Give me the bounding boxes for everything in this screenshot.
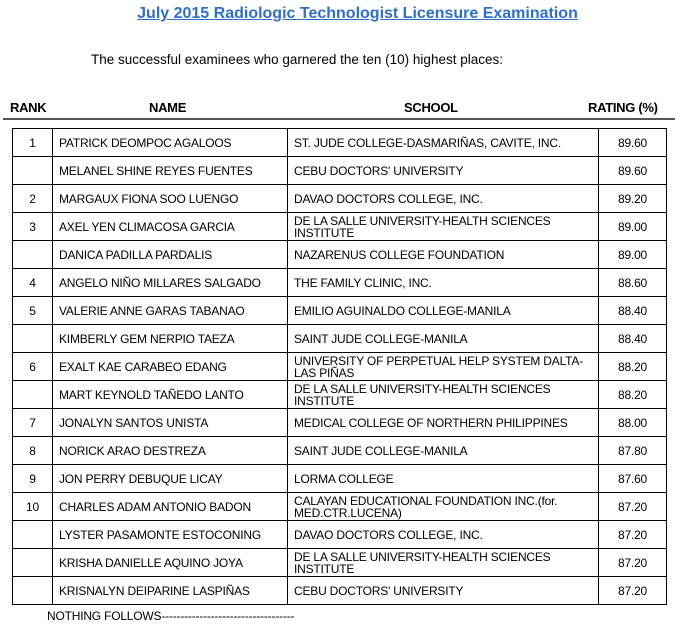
cell-rating: 87.20	[599, 493, 667, 521]
cell-name: LYSTER PASAMONTE ESTOCONING	[53, 521, 288, 549]
header-name: NAME	[149, 100, 187, 115]
cell-name: DANICA PADILLA PARDALIS	[53, 241, 288, 269]
cell-name: AXEL YEN CLIMACOSA GARCIA	[53, 213, 288, 241]
document-title: July 2015 Radiologic Technologist Licensure Examination	[137, 5, 578, 22]
cell-rank: 1	[13, 129, 53, 157]
cell-school: UNIVERSITY OF PERPETUAL HELP SYSTEM DALTA-LAS PIÑAS	[288, 353, 599, 381]
cell-rank: 9	[13, 465, 53, 493]
cell-school: DAVAO DOCTORS COLLEGE, INC.	[288, 185, 599, 213]
cell-rank	[13, 381, 53, 409]
cell-school: DE LA SALLE UNIVERSITY-HEALTH SCIENCES INSTITUTE	[288, 381, 599, 409]
cell-rating: 88.20	[599, 353, 667, 381]
document-subtitle: The successful examinees who garnered the ten (10) highest places:	[91, 52, 503, 67]
cell-rank: 10	[13, 493, 53, 521]
cell-rating: 89.00	[599, 213, 667, 241]
cell-rating: 88.40	[599, 297, 667, 325]
cell-rating: 87.20	[599, 549, 667, 577]
cell-rank	[13, 577, 53, 605]
cell-rank	[13, 325, 53, 353]
table-row	[13, 213, 667, 241]
header-divider	[3, 118, 675, 120]
table-row	[13, 185, 667, 213]
table-row	[13, 353, 667, 381]
cell-name: KIMBERLY GEM NERPIO TAEZA	[53, 325, 288, 353]
cell-rank	[13, 549, 53, 577]
cell-school: CALAYAN EDUCATIONAL FOUNDATION INC.(for. MED.CTR.LUCENA)	[288, 493, 599, 521]
cell-school: DE LA SALLE UNIVERSITY-HEALTH SCIENCES INSTITUTE	[288, 213, 599, 241]
table-row	[13, 381, 667, 409]
table-row	[13, 129, 667, 157]
cell-school: SAINT JUDE COLLEGE-MANILA	[288, 437, 599, 465]
cell-name: MART KEYNOLD TAÑEDO LANTO	[53, 381, 288, 409]
cell-school: SAINT JUDE COLLEGE-MANILA	[288, 325, 599, 353]
table-row	[13, 521, 667, 549]
cell-rating: 87.20	[599, 577, 667, 605]
table-row	[13, 409, 667, 437]
table-row	[13, 269, 667, 297]
cell-school: LORMA COLLEGE	[288, 465, 599, 493]
table-row	[13, 241, 667, 269]
cell-rating: 88.60	[599, 269, 667, 297]
cell-name: NORICK ARAO DESTREZA	[53, 437, 288, 465]
cell-name: MELANEL SHINE REYES FUENTES	[53, 157, 288, 185]
cell-school: EMILIO AGUINALDO COLLEGE-MANILA	[288, 297, 599, 325]
table-row	[13, 493, 667, 521]
table-row	[13, 577, 667, 605]
cell-school: MEDICAL COLLEGE OF NORTHERN PHILIPPINES	[288, 409, 599, 437]
cell-rank: 8	[13, 437, 53, 465]
cell-rating: 89.60	[599, 157, 667, 185]
cell-name: JON PERRY DEBUQUE LICAY	[53, 465, 288, 493]
table-row	[13, 437, 667, 465]
cell-rating: 88.40	[599, 325, 667, 353]
cell-school: NAZARENUS COLLEGE FOUNDATION	[288, 241, 599, 269]
cell-name: KRISNALYN DEIPARINE LASPIÑAS	[53, 577, 288, 605]
table-row	[13, 325, 667, 353]
cell-name: KRISHA DANIELLE AQUINO JOYA	[53, 549, 288, 577]
cell-name: MARGAUX FIONA SOO LUENGO	[53, 185, 288, 213]
table-row	[13, 297, 667, 325]
header-rank: RANK	[10, 100, 47, 115]
cell-rating: 89.00	[599, 241, 667, 269]
cell-rank	[13, 241, 53, 269]
cell-rating: 87.60	[599, 465, 667, 493]
cell-rating: 87.80	[599, 437, 667, 465]
cell-rating: 88.00	[599, 409, 667, 437]
cell-rating: 89.20	[599, 185, 667, 213]
cell-rank: 7	[13, 409, 53, 437]
cell-rank: 6	[13, 353, 53, 381]
cell-rating: 87.20	[599, 521, 667, 549]
cell-school: CEBU DOCTORS' UNIVERSITY	[288, 157, 599, 185]
table-row	[13, 465, 667, 493]
cell-name: PATRICK DEOMPOC AGALOOS	[53, 129, 288, 157]
cell-school: DAVAO DOCTORS COLLEGE, INC.	[288, 521, 599, 549]
cell-rank	[13, 521, 53, 549]
cell-rank: 4	[13, 269, 53, 297]
cell-name: CHARLES ADAM ANTONIO BADON	[53, 493, 288, 521]
cell-name: JONALYN SANTOS UNISTA	[53, 409, 288, 437]
table-row	[13, 549, 667, 577]
cell-school: ST. JUDE COLLEGE-DASMARIÑAS, CAVITE, INC.	[288, 129, 599, 157]
cell-school: THE FAMILY CLINIC, INC.	[288, 269, 599, 297]
cell-rank: 5	[13, 297, 53, 325]
cell-rank: 2	[13, 185, 53, 213]
header-rating: RATING (%)	[588, 100, 658, 115]
header-school: SCHOOL	[404, 100, 458, 115]
cell-rank: 3	[13, 213, 53, 241]
cell-school: CEBU DOCTORS' UNIVERSITY	[288, 577, 599, 605]
cell-school: DE LA SALLE UNIVERSITY-HEALTH SCIENCES INSTITUTE	[288, 549, 599, 577]
cell-name: ANGELO NIÑO MILLARES SALGADO	[53, 269, 288, 297]
results-table	[12, 128, 667, 605]
cell-rating: 89.60	[599, 129, 667, 157]
cell-name: VALERIE ANNE GARAS TABANAO	[53, 297, 288, 325]
cell-rank	[13, 157, 53, 185]
table-row	[13, 157, 667, 185]
nothing-follows-note: NOTHING FOLLOWS-----------------------------------	[47, 609, 295, 623]
cell-rating: 88.20	[599, 381, 667, 409]
cell-name: EXALT KAE CARABEO EDANG	[53, 353, 288, 381]
